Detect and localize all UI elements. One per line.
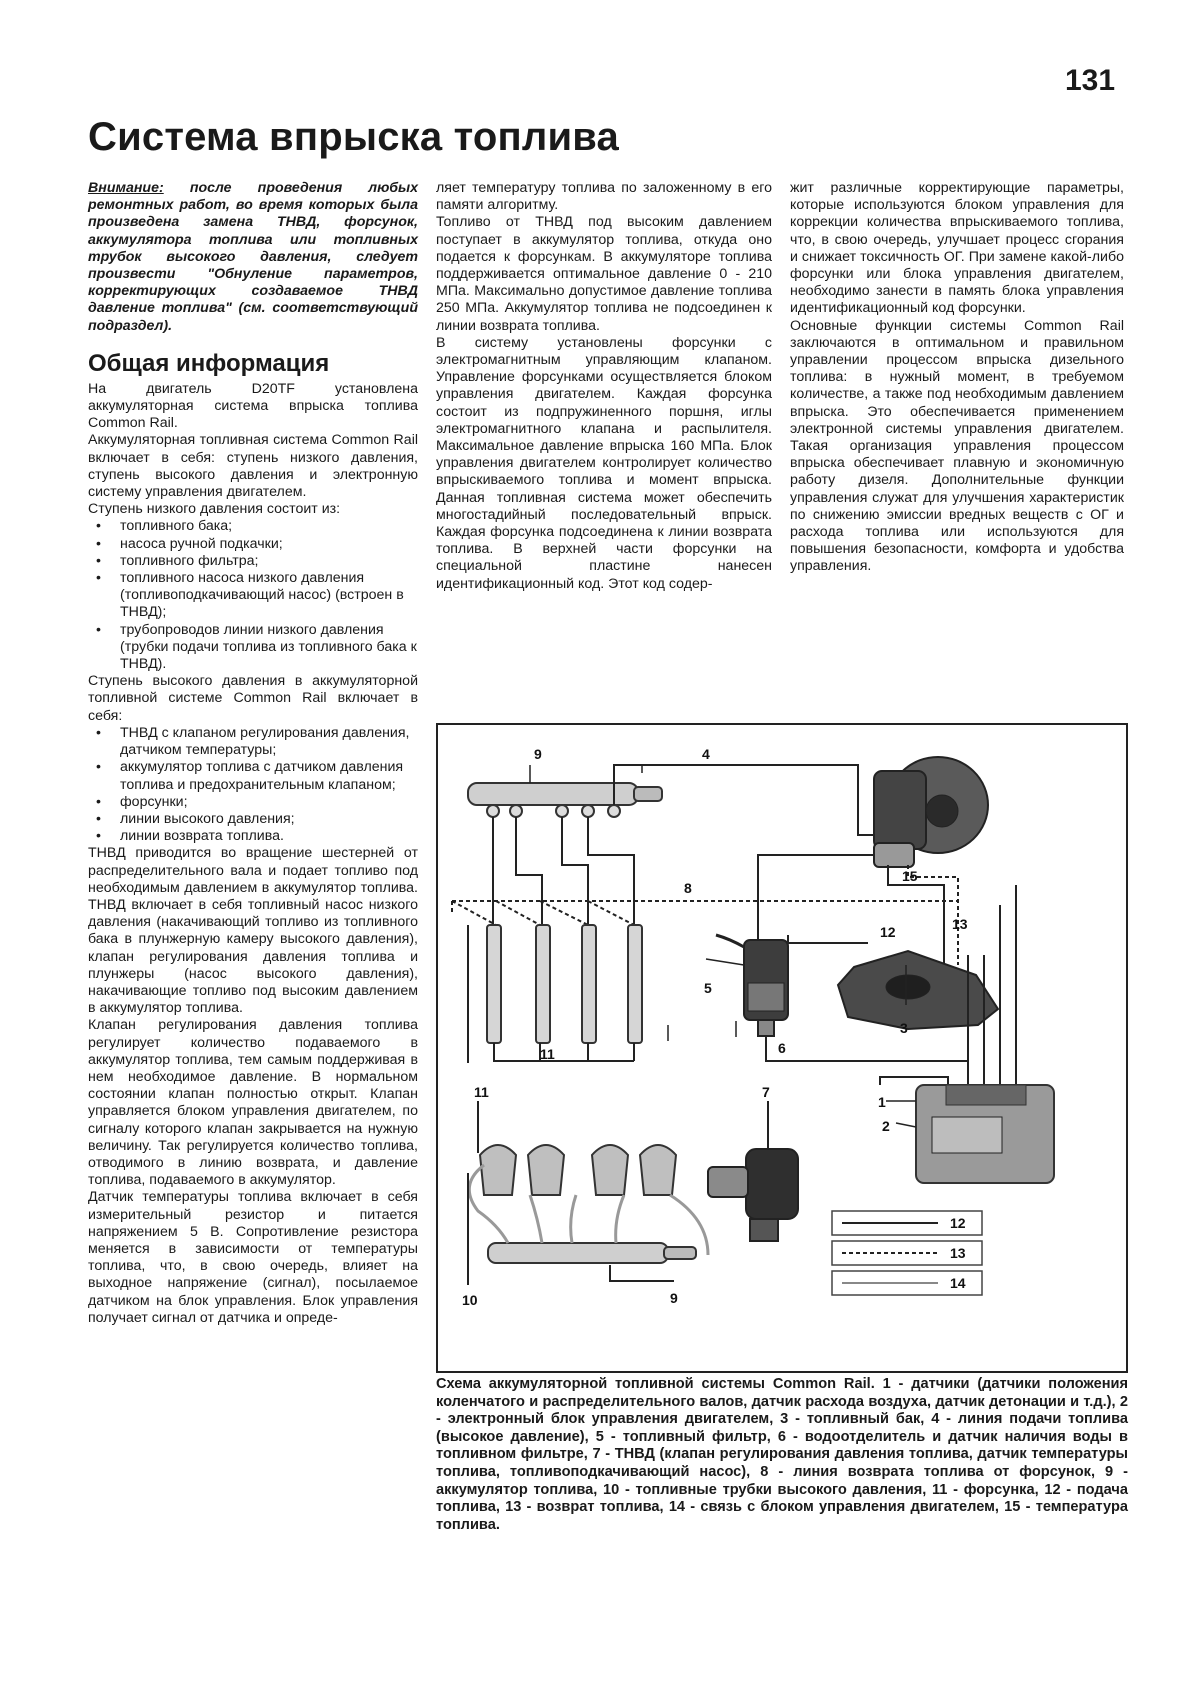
legend-label-12: 12 bbox=[950, 1215, 966, 1231]
paragraph: Датчик температуры топлива включает в себя измерительный резистор и питается напряжением 5 В. Сопротивление резистора меняется в зависимости от температуры топлива, что, в свою очередь, влияет на выходное напряжение (сигнал), посылаемое датчиком на блок управления. Блок управления получает сигнал от датчика и опреде- bbox=[88, 1189, 418, 1326]
fuel-rail-bottom bbox=[488, 1243, 696, 1263]
label-3: 3 bbox=[900, 1020, 908, 1036]
label-1: 1 bbox=[878, 1094, 886, 1110]
section-heading: Общая информация bbox=[88, 349, 330, 377]
label-9-bottom: 9 bbox=[670, 1290, 678, 1306]
list-item: • форсунки; bbox=[120, 794, 418, 811]
label-15: 15 bbox=[902, 868, 918, 884]
label-12: 12 bbox=[880, 924, 896, 940]
label-7: 7 bbox=[762, 1084, 770, 1100]
page-title: Система впрыска топлива bbox=[88, 115, 619, 159]
warning-text: после проведения любых ремонтных работ, во время которых была произведена замена ТНВД, форсунок, аккумулятора топлива или топливных трубок высокого давления, следует произвести "Обнуление параметров, корректирующих создаваемое ТНВД давление топлива" (см. соответствующий подраздел). bbox=[88, 180, 418, 334]
pump-bottom bbox=[708, 1149, 798, 1241]
label-9-top: 9 bbox=[534, 746, 542, 762]
list-item: • насоса ручной подкачки; bbox=[120, 536, 418, 553]
paragraph: Аккумуляторная топливная система Common Rail включает в себя: ступень низкого давления, ступень высокого давления и электронную систему управления двигателем. bbox=[88, 432, 418, 501]
list-item: • аккумулятор топлива с датчиком давления топлива и предохранительным клапаном; bbox=[120, 759, 418, 793]
label-10: 10 bbox=[462, 1292, 478, 1308]
label-8: 8 bbox=[684, 880, 692, 896]
paragraph: Основные функции системы Common Rail заключаются в оптимальном и правильном управлении процессом впрыска дизельного топлива: в нужный момент, в требуемом количестве, а также под необходимым давлением впрыска. Это обеспечивается применением электронной системы управления двигателем. Такая организация управления процессом впрыска обеспечивает плавную и экономичную работу дизеля. Дополнительные функции управления служат для улучшения характеристик по снижению эмиссии вредных веществ с ОГ и расхода топлива или используются для повышения безопасности, комфорта и удобства управления. bbox=[790, 317, 1124, 575]
label-13: 13 bbox=[952, 916, 968, 932]
label-11-bottom: 11 bbox=[474, 1084, 489, 1100]
high-pressure-list bbox=[88, 725, 418, 845]
high-pressure-pump bbox=[874, 757, 988, 867]
injectors-top bbox=[487, 925, 642, 1043]
low-pressure-list bbox=[88, 518, 418, 673]
text-column-1 bbox=[88, 180, 418, 1327]
paragraph: жит различные корректирующие параметры, которые используются блоком управления для коррекции количества впрыскиваемого топлива, что, в свою очередь, улучшает процесс сгорания и снижает токсичность ОГ. При замене какой-либо форсунки или блока управления двигателем, необходимо занести в память блока управления идентификационный код форсунки. bbox=[790, 180, 1124, 317]
fuel-filter bbox=[716, 935, 788, 1036]
paragraph: В систему установлены форсунки с электромагнитным управляющим клапаном. Управление форсунками осуществляется блоком управления двигателем. Каждая форсунка состоит из подпружиненного поршня, иглы электромагнитного клапана и распылителя. Максимальное давление впрыска 160 МПа. Блок управления двигателем контролирует количество впрыскиваемого топлива и момент впрыска. Данная топливная система может обеспечить многостадийный последовательный впрыск. Каждая форсунка подсоединена к линии возврата топлива. В верхней части форсунки на специальной пластине нанесен идентификационный код. Этот код содер- bbox=[436, 334, 772, 592]
label-11-top: 11 bbox=[540, 1046, 555, 1062]
diagram-caption: Схема аккумуляторной топливной системы Common Rail. 1 - датчики (датчики положения коленчатого и распределительного валов, датчик расхода воздуха, датчик детонации и т.д.), 2 - электронный блок управления двигателем, 3 - топливный бак, 4 - линия подачи топлива (высокое давление), 5 - топливный фильтр, 6 - водоотделитель и датчик наличия воды в топливном фильтре, 7 - ТНВД (клапан регулирования давления топлива, датчик температуры топлива, топливоподкачивающий насос), 8 - линия возврата топлива от форсунок, 9 - аккумулятор топлива, 10 - топливные трубки высокого давления, 11 - форсунка, 12 - подача топлива, 13 - возврат топлива, 14 - связь с блоком управления двигателем, 15 - температура топлива. bbox=[436, 1376, 1128, 1533]
paragraph: ТНВД приводится во вращение шестерней от распределительного вала и подает топливо под необходимым давлением в аккумулятор топлива. ТНВД включает в себя топливный насос низкого давления (накачивающий топливо из топливного бака в плунжерную камеру высокого давления), клапан регулирования давления топлива и плунжеры (насос высокого давления), накачивающие топливо под высоким давлением в аккумулятор топлива. bbox=[88, 845, 418, 1017]
label-6: 6 bbox=[778, 1040, 786, 1056]
paragraph: На двигатель D20TF установлена аккумуляторная система впрыска топлива Common Rail. bbox=[88, 380, 418, 432]
list-item: • линии возврата топлива. bbox=[120, 828, 418, 845]
fuel-rail-top bbox=[468, 783, 662, 817]
paragraph: ляет температуру топлива по заложенному в его памяти алгоритму. bbox=[436, 180, 772, 214]
page-number: 131 bbox=[1065, 64, 1116, 97]
legend-label-14: 14 bbox=[950, 1275, 966, 1291]
paragraph: Ступень высокого давления в аккумуляторной топливной системе Common Rail включает в себя: bbox=[88, 673, 418, 724]
warning-paragraph bbox=[88, 180, 418, 335]
list-item: • топливного бака; bbox=[120, 518, 418, 535]
list-item: • топливного насоса низкого давления (топливоподкачивающий насос) (встроен в ТНВД); bbox=[120, 570, 418, 622]
list-item: • топливного фильтра; bbox=[120, 553, 418, 570]
list-item: • ТНВД с клапаном регулирования давления, датчиком температуры; bbox=[120, 725, 418, 759]
ecu bbox=[916, 1085, 1054, 1183]
label-5: 5 bbox=[704, 980, 712, 996]
fuel-tank bbox=[838, 951, 998, 1029]
text-column-3 bbox=[790, 180, 1124, 576]
legend-label-13: 13 bbox=[950, 1245, 966, 1261]
label-4: 4 bbox=[702, 746, 710, 762]
injectors-bottom bbox=[480, 1145, 676, 1195]
label-2: 2 bbox=[882, 1118, 890, 1134]
list-item: • линии высокого давления; bbox=[120, 811, 418, 828]
paragraph: Клапан регулирования давления топлива регулирует количество подаваемого в аккумулятор топлива, тем самым поддерживая в нем необходимое давление. В нормальном состоянии клапан полностью открыт. Клапан управляется блоком управления двигателем, по сигналу которого клапан закрывается на нужную величину. Так регулируется количество топлива, отводимого в линию возврата, и давление топлива, подаваемого в аккумулятор. bbox=[88, 1017, 418, 1189]
list-item: • трубопроводов линии низкого давления (трубки подачи топлива из топливного бака к ТНВД). bbox=[120, 622, 418, 674]
paragraph: Топливо от ТНВД под высоким давлением поступает в аккумулятор топлива, откуда оно подается к форсункам. В аккумуляторе топлива поддерживается оптимальное давление 0 - 210 МПа. Максимально допустимое давление топлива 250 МПа. Аккумулятор топлива не подсоединен к линии возврата топлива. bbox=[436, 214, 772, 334]
common-rail-diagram bbox=[436, 723, 1128, 1373]
paragraph: Ступень низкого давления состоит из: bbox=[88, 501, 341, 518]
text-column-2 bbox=[436, 180, 772, 593]
warning-label: Внимание: bbox=[88, 180, 164, 196]
